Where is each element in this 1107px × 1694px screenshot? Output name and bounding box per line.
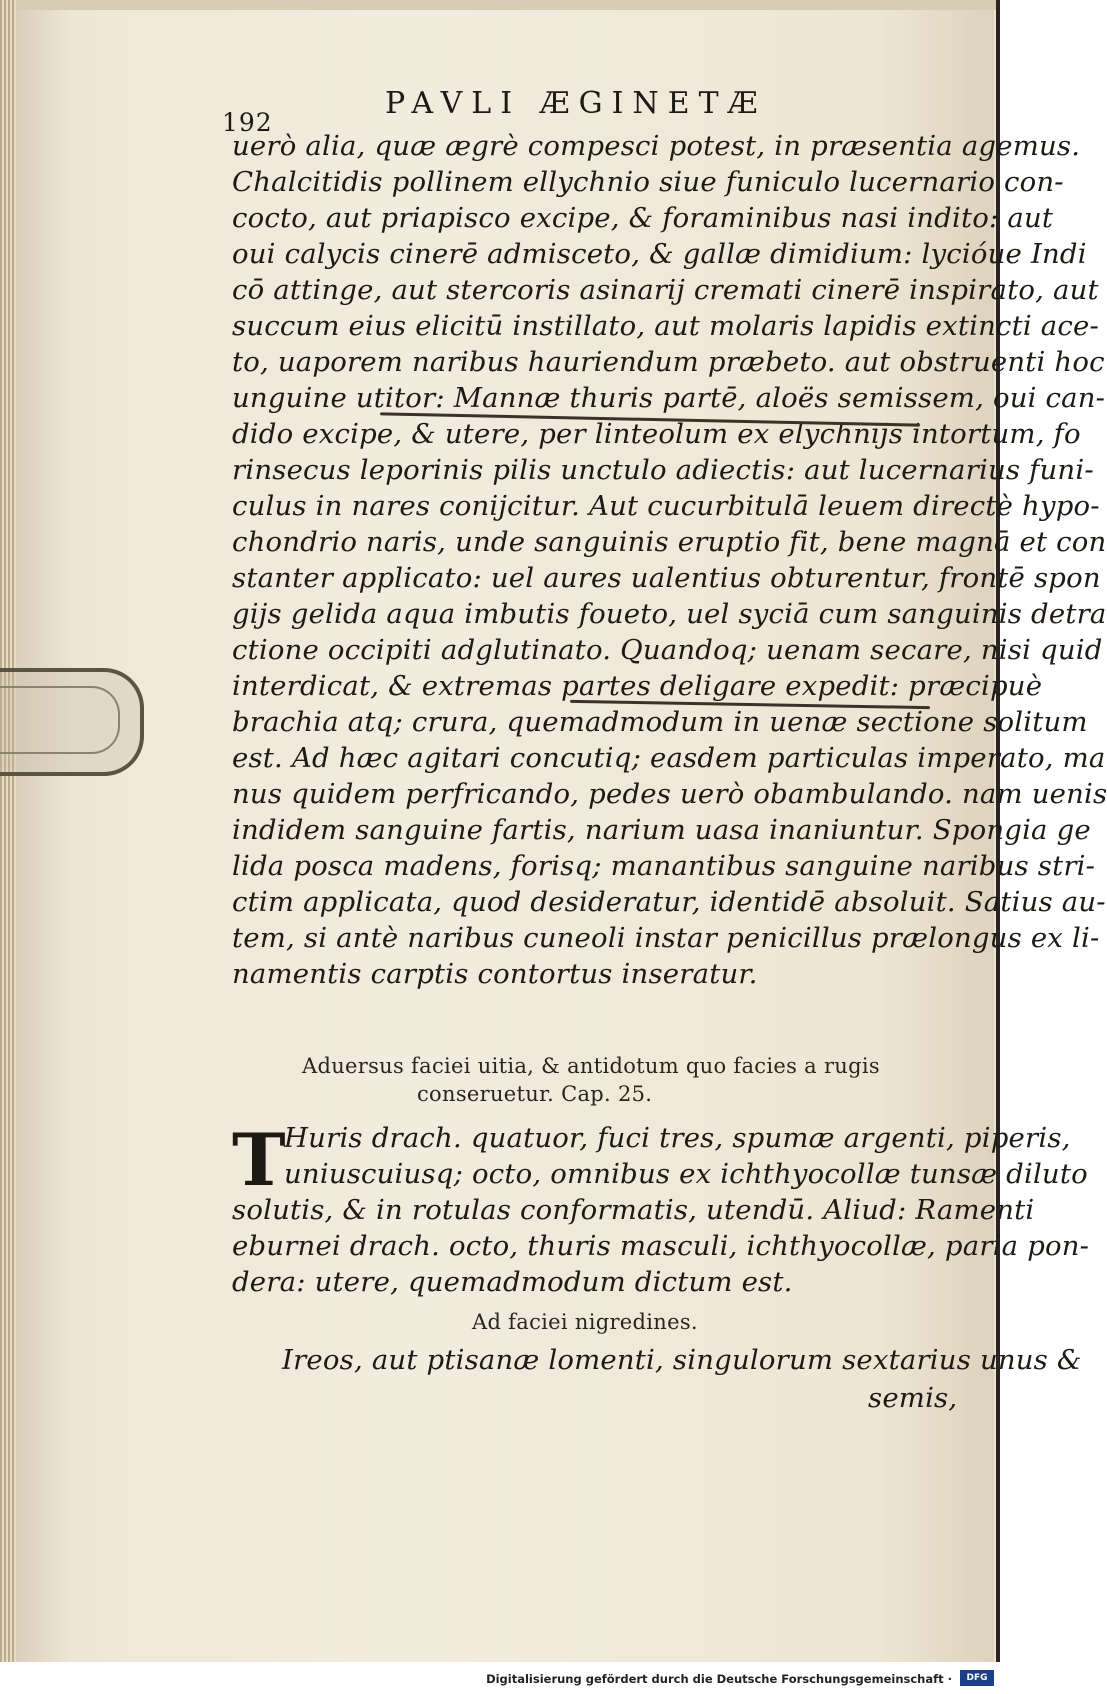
text-line: dido excipe, & utere, per linteolum ex elychnijs intortum, fo (232, 418, 1081, 450)
text-line: lida posca madens, forisq; manantibus sanguine naribus stri- (232, 850, 1096, 882)
catchword: semis, (868, 1382, 958, 1414)
text-line: indidem sanguine fartis, narium uasa inaniuntur. Spongia ge (232, 814, 1091, 846)
text-line: est. Ad hæc agitari concutiq; easdem particulas imperato, ma (232, 742, 1106, 774)
page-number: 192 (222, 108, 273, 137)
footer-bar (0, 1662, 1000, 1694)
text-line: uniuscuiusq; octo, omnibus ex ichthyocollæ tunsæ diluto (284, 1158, 1088, 1190)
text-line: chondrio naris, unde sanguinis eruptio fit, bene magnā et con (232, 526, 1107, 558)
text-line: uerò alia, quæ ægrè compesci potest, in præsentia agemus. (232, 130, 1081, 162)
book-page-edges (0, 0, 16, 1662)
text-line: unguine utitor: Mannæ thuris partē, aloës semissem, oui can- (232, 382, 1106, 414)
text-line: oui calycis cinerē admisceto, & gallæ dimidium: lycióue Indi (232, 238, 1087, 270)
text-line: interdicat, & extremas partes deligare expedit: præcipuè (232, 670, 1043, 702)
text-line: ctim applicata, quod desideratur, identidē absoluit. Satius au- (232, 886, 1106, 918)
dfg-logo: DFG (960, 1670, 994, 1686)
chapter-heading-cap: conseruetur. Cap. 25. (417, 1082, 653, 1106)
book-clasp-inner (0, 686, 120, 754)
chapter-heading: Aduersus faciei uitia, & antidotum quo facies a rugis (302, 1054, 880, 1078)
text-line: eburnei drach. octo, thuris masculi, ichthyocollæ, paria pon- (232, 1230, 1090, 1262)
text-line: rinsecus leporinis pilis unctulo adiectis: aut lucernarius funi- (232, 454, 1094, 486)
book-top-edge (0, 0, 1000, 10)
text-line: stanter applicato: uel aures ualentius obturentur, frontē spon (232, 562, 1101, 594)
section-heading: Ad faciei nigredines. (472, 1310, 698, 1334)
text-line: Chalcitidis pollinem ellychnio siue funiculo lucernario con- (232, 166, 1064, 198)
text-line: cocto, aut priapisco excipe, & foraminibus nasi indito: aut (232, 202, 1054, 234)
text-line: culus in nares conijcitur. Aut cucurbitulā leuem directè hypo- (232, 490, 1100, 522)
text-line: dera: utere, quemadmodum dictum est. (232, 1266, 793, 1298)
text-line: cō attinge, aut stercoris asinarij cremati cinerē inspirato, aut (232, 274, 1099, 306)
text-line: solutis, & in rotulas conformatis, utendū. Aliud: Ramenti (232, 1194, 1035, 1226)
text-line: nus quidem perfricando, pedes uerò obambulando. nam uenis (232, 778, 1107, 810)
running-head: PAVLI ÆGINETÆ (385, 86, 767, 121)
text-line: brachia atq; crura, quemadmodum in uenæ sectione solitum (232, 706, 1088, 738)
drop-cap: T (232, 1117, 286, 1202)
text-line: gijs gelida aqua imbutis foueto, uel syciā cum sanguinis detra (232, 598, 1107, 630)
text-line: tem, si antè naribus cuneoli instar penicillus prælongus ex li- (232, 922, 1100, 954)
text-line: namentis carptis contortus inseratur. (232, 958, 758, 990)
text-line: Ireos, aut ptisanæ lomenti, singulorum sextarius unus & (282, 1344, 1082, 1376)
text-line: ctione occipiti adglutinato. Quandoq; uenam secare, nisi quid (232, 634, 1103, 666)
text-line: Huris drach. quatuor, fuci tres, spumæ argenti, piperis, (284, 1122, 1071, 1154)
text-line: succum eius elicitū instillato, aut molaris lapidis extincti ace- (232, 310, 1099, 342)
footer-credit: Digitalisierung gefördert durch die Deutsche Forschungsgemeinschaft · (486, 1672, 952, 1686)
text-line: to, uaporem naribus hauriendum præbeto. aut obstruenti hoc (232, 346, 1105, 378)
